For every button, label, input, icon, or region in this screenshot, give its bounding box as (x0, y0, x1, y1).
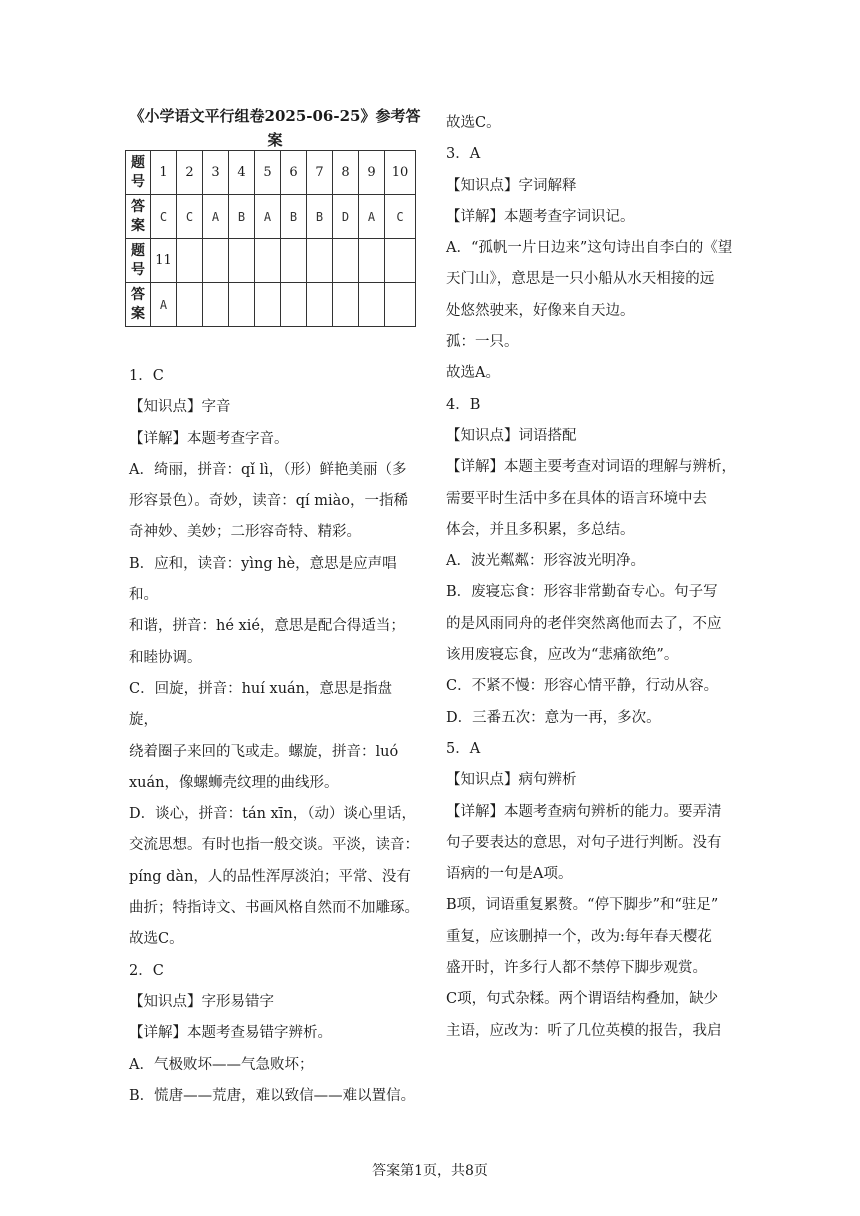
table-cell: 3 (203, 151, 229, 195)
table-cell: 6 (281, 151, 307, 195)
text-line: 形容景色）。奇妙，读音：qí miào，一指稀 (129, 493, 409, 510)
text-line: 句子要表达的意思，对句子进行判断。没有 (446, 834, 722, 851)
text-line: 该用废寝忘食，应改为“悲痛欲绝”。 (446, 647, 679, 664)
table-cell (177, 283, 203, 327)
table-cell (281, 239, 307, 283)
table-cell: C (385, 195, 416, 239)
table-row (126, 239, 416, 283)
page-footer: 答案第1页，共8页 (372, 1163, 488, 1179)
table-cell: C (151, 195, 177, 239)
table-cell (255, 239, 281, 283)
page-title: 《小学语文平行组卷2025-06-25》参考答案 (129, 107, 421, 149)
text-line: D．谈心，拼音：tán xīn，（动）谈心里话， (129, 806, 416, 823)
text-line: A．气极败坏——气急败坏； (129, 1056, 314, 1073)
text-line: 【知识点】字形易错字 (129, 993, 274, 1010)
table-cell (307, 239, 333, 283)
table-cell (333, 239, 359, 283)
table-cell (281, 283, 307, 327)
table-cell: 5 (255, 151, 281, 195)
table-cell: 2 (177, 151, 203, 195)
text-line: 【详解】本题主要考查对词语的理解与辨析， (446, 459, 736, 476)
text-line: 3．A (446, 146, 481, 163)
table-cell (229, 283, 255, 327)
text-line: B项，词语重复累赘。“停下脚步”和“驻足” (446, 897, 719, 914)
text-line: 【知识点】词语搭配 (446, 427, 577, 444)
table-cell (333, 283, 359, 327)
text-line: D．三番五次：意为一再，多次。 (446, 709, 661, 726)
answer-label-cell: 答案 (126, 283, 151, 327)
table-row (126, 151, 416, 195)
text-line: píng dàn，人的品性浑厚淡泊；平常、没有 (129, 868, 411, 885)
table-cell: 7 (307, 151, 333, 195)
text-line: 故选A。 (446, 365, 500, 382)
text-line: A．绮丽，拼音：qǐ lì，（形）鲜艳美丽（多 (129, 461, 407, 478)
text-line: 交流思想。有时也指一般交谈。平淡，读音： (129, 837, 419, 854)
text-line: 和谐，拼音：hé xié，意思是配合得适当； (129, 618, 405, 635)
text-line: 【详解】本题考查字音。 (129, 430, 289, 447)
text-line: 【详解】本题考查字词识记。 (446, 208, 635, 225)
table-cell: 11 (151, 239, 177, 283)
text-line: 和睦协调。 (129, 649, 202, 666)
text-line: B．慌唐——荒唐，难以致信——难以置信。 (129, 1087, 416, 1104)
text-line: 【知识点】字词解释 (446, 177, 577, 194)
text-line: 处悠然驶来，好像来自天边。 (446, 302, 635, 319)
text-line: 【知识点】字音 (129, 399, 231, 416)
table-cell (385, 239, 416, 283)
text-line: 【详解】本题考查病句辨析的能力。要弄清 (446, 803, 722, 820)
table-cell (385, 283, 416, 327)
table-cell (177, 239, 203, 283)
text-line: 的是风雨同舟的老伴突然离他而去了，不应 (446, 615, 722, 632)
header-label-cell: 题号 (126, 239, 151, 283)
table-cell: A (255, 195, 281, 239)
text-line: 【知识点】病句辨析 (446, 772, 577, 789)
answer-table (125, 150, 416, 327)
text-line: B．应和，读音：yìng hè，意思是应声唱和。 (129, 555, 397, 604)
text-line: 1．C (129, 368, 164, 384)
left-column (129, 361, 421, 1112)
right-column (446, 108, 742, 1047)
table-cell: A (151, 283, 177, 327)
table-cell (307, 283, 333, 327)
table-cell: 1 (151, 151, 177, 195)
table-row (126, 283, 416, 327)
text-line: 绕着圈子来回的飞或走。螺旋，拼音：luó (129, 743, 399, 760)
text-line: 盛开时，许多行人都不禁停下脚步观赏。 (446, 960, 707, 977)
text-line: A．“孤帆一片日边来”这句诗出自李白的《望 (446, 240, 733, 257)
table-row (126, 195, 416, 239)
text-line: C．不紧不慢：形容心情平静，行动从容。 (446, 678, 719, 695)
table-cell (229, 239, 255, 283)
table-cell (255, 283, 281, 327)
table-cell (359, 283, 385, 327)
text-line: B．废寝忘食：形容非常勤奋专心。句子写 (446, 584, 718, 601)
text-line: 主语，应改为：听了几位英模的报告，我启 (446, 1022, 722, 1039)
table-cell: 8 (333, 151, 359, 195)
text-line: 【详解】本题考查易错字辨析。 (129, 1025, 332, 1042)
text-line: 2．C (129, 962, 164, 979)
table-cell: B (281, 195, 307, 239)
table-cell: B (229, 195, 255, 239)
text-line: 语病的一句是A项。 (446, 866, 573, 883)
text-line: 需要平时生活中多在具体的语言环境中去 (446, 490, 707, 507)
answer-label-cell: 答案 (126, 195, 151, 239)
table-cell: 10 (385, 151, 416, 195)
table-cell (203, 283, 229, 327)
text-line: xuán，像螺蛳壳纹理的曲线形。 (129, 774, 339, 791)
table-cell: A (203, 195, 229, 239)
text-line: 曲折；特指诗文、书画风格自然而不加雕琢。 (129, 900, 419, 917)
text-line: 故选C。 (446, 115, 501, 131)
table-cell: A (359, 195, 385, 239)
text-line: 5．A (446, 740, 481, 757)
text-line: C．回旋，拼音：huí xuán，意思是指盘旋， (129, 680, 393, 729)
text-line: C项，句式杂糅。两个谓语结构叠加，缺少 (446, 991, 719, 1008)
text-line: 故选C。 (129, 931, 184, 948)
text-line: 重复，应该删掉一个，改为:每年春天樱花 (446, 928, 712, 945)
text-line: A．波光粼粼：形容波光明净。 (446, 553, 645, 570)
table-cell: C (177, 195, 203, 239)
table-cell: B (307, 195, 333, 239)
table-cell: D (333, 195, 359, 239)
text-line: 天门山》，意思是一只小船从水天相接的远 (446, 271, 715, 288)
table-cell: 9 (359, 151, 385, 195)
table-cell (359, 239, 385, 283)
text-line: 体会，并且多积累，多总结。 (446, 521, 635, 538)
table-cell: 4 (229, 151, 255, 195)
text-line: 奇神妙、美妙；二形容奇特、精彩。 (129, 524, 361, 541)
table-cell (203, 239, 229, 283)
text-line: 孤：一只。 (446, 334, 519, 351)
header-label-cell: 题号 (126, 151, 151, 195)
text-line: 4．B (446, 396, 481, 413)
